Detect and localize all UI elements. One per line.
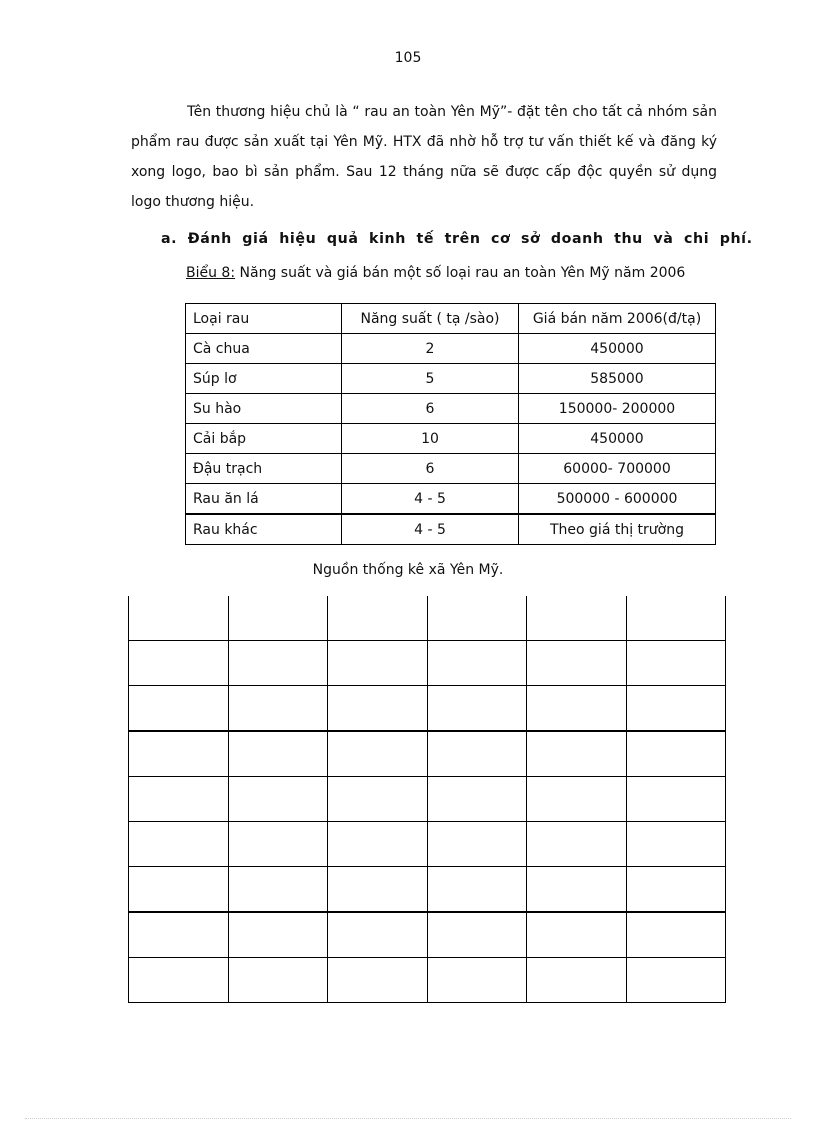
grid-cell bbox=[427, 777, 527, 822]
table-header-row bbox=[186, 304, 716, 334]
table-cell: 450000 bbox=[519, 334, 716, 364]
grid-cell bbox=[129, 958, 229, 1003]
grid-row bbox=[129, 641, 726, 686]
table-cell: 6 bbox=[342, 394, 519, 424]
table-cell: 10 bbox=[342, 424, 519, 454]
header-cell: Giá bán năm 2006(đ/tạ) bbox=[519, 304, 716, 334]
grid-cell bbox=[228, 686, 328, 732]
grid-cell bbox=[129, 731, 229, 777]
grid-cell bbox=[527, 822, 627, 867]
grid-cell bbox=[626, 596, 726, 641]
grid-cell bbox=[328, 777, 428, 822]
table-source-note: Nguồn thống kê xã Yên Mỹ. bbox=[312, 562, 504, 578]
grid-cell bbox=[228, 912, 328, 958]
table-cell: Cà chua bbox=[186, 334, 342, 364]
table-cell: 6 bbox=[342, 454, 519, 484]
grid-cell bbox=[527, 777, 627, 822]
grid-cell bbox=[129, 686, 229, 732]
grid-cell bbox=[626, 912, 726, 958]
grid-cell bbox=[129, 596, 229, 641]
table-cell: 5 bbox=[342, 364, 519, 394]
table-row bbox=[186, 394, 716, 424]
grid-cell bbox=[427, 822, 527, 867]
grid-cell bbox=[328, 867, 428, 913]
grid-row bbox=[129, 596, 726, 641]
grid-cell bbox=[427, 867, 527, 913]
table-row bbox=[186, 514, 716, 545]
table-cell: 4 - 5 bbox=[342, 484, 519, 515]
table-cell: Theo giá thị trường bbox=[519, 514, 716, 545]
table-row bbox=[186, 484, 716, 515]
grid-row bbox=[129, 731, 726, 777]
table-cell: Rau ăn lá bbox=[186, 484, 342, 515]
grid-cell bbox=[129, 641, 229, 686]
grid-cell bbox=[527, 912, 627, 958]
grid-cell bbox=[427, 958, 527, 1003]
page-number: 105 bbox=[394, 50, 422, 66]
grid-cell bbox=[626, 958, 726, 1003]
grid-cell bbox=[228, 641, 328, 686]
grid-cell bbox=[626, 777, 726, 822]
grid-cell bbox=[427, 596, 527, 641]
table-cell: 450000 bbox=[519, 424, 716, 454]
grid-cell bbox=[129, 822, 229, 867]
grid-cell bbox=[228, 777, 328, 822]
table-cell: 150000- 200000 bbox=[519, 394, 716, 424]
grid-cell bbox=[328, 958, 428, 1003]
table-cell: 500000 - 600000 bbox=[519, 484, 716, 515]
grid-cell bbox=[427, 641, 527, 686]
page-bottom-rule bbox=[25, 1118, 791, 1119]
table-row bbox=[186, 454, 716, 484]
section-heading: a. Đánh giá hiệu quả kinh tế trên cơ sở doanh thu và chi phí. bbox=[161, 231, 753, 247]
table-caption-prefix: Biểu 8: bbox=[186, 265, 236, 281]
table-cell: Cải bắp bbox=[186, 424, 342, 454]
grid-cell bbox=[328, 596, 428, 641]
grid-cell bbox=[527, 958, 627, 1003]
grid-row bbox=[129, 958, 726, 1003]
grid-cell bbox=[626, 686, 726, 732]
grid-cell bbox=[626, 867, 726, 913]
grid-cell bbox=[228, 958, 328, 1003]
grid-cell bbox=[328, 822, 428, 867]
grid-cell bbox=[626, 731, 726, 777]
table-cell: 2 bbox=[342, 334, 519, 364]
header-cell: Năng suất ( tạ /sào) bbox=[342, 304, 519, 334]
table-cell: 585000 bbox=[519, 364, 716, 394]
grid-cell bbox=[626, 822, 726, 867]
grid-row bbox=[129, 867, 726, 913]
grid-cell bbox=[626, 641, 726, 686]
grid-cell bbox=[228, 731, 328, 777]
grid-cell bbox=[527, 867, 627, 913]
table-row bbox=[186, 334, 716, 364]
table-row bbox=[186, 424, 716, 454]
table-caption-text: Năng suất và giá bán một số loại rau an toàn Yên Mỹ năm 2006 bbox=[235, 265, 686, 281]
grid-cell bbox=[129, 867, 229, 913]
grid-cell bbox=[527, 731, 627, 777]
grid-cell bbox=[129, 777, 229, 822]
table-cell: Rau khác bbox=[186, 514, 342, 545]
grid-cell bbox=[228, 822, 328, 867]
body-paragraph: Tên thương hiệu chủ là “ rau an toàn Yên Mỹ”- đặt tên cho tất cả nhóm sản phẩm rau được sản xuất tại Yên Mỹ. HTX đã nhờ hỗ trợ tư vấn thiết kế và đăng ký xong logo, bao bì sản phẩm. Sau 12 tháng nữa sẽ được cấp độc quyền sử dụng logo thương hiệu. bbox=[131, 104, 717, 210]
grid-row bbox=[129, 912, 726, 958]
grid-cell bbox=[427, 686, 527, 732]
grid-cell bbox=[328, 641, 428, 686]
grid-row bbox=[129, 686, 726, 732]
grid-cell bbox=[527, 596, 627, 641]
grid-cell bbox=[328, 731, 428, 777]
header-cell: Loại rau bbox=[186, 304, 342, 334]
grid-cell bbox=[129, 912, 229, 958]
table-cell: Su hào bbox=[186, 394, 342, 424]
table-cell: Đậu trạch bbox=[186, 454, 342, 484]
grid-row bbox=[129, 777, 726, 822]
grid-cell bbox=[427, 912, 527, 958]
grid-cell bbox=[527, 641, 627, 686]
table-row bbox=[186, 364, 716, 394]
grid-cell bbox=[427, 731, 527, 777]
grid-cell bbox=[328, 686, 428, 732]
grid-cell bbox=[527, 686, 627, 732]
grid-cell bbox=[228, 867, 328, 913]
grid-row bbox=[129, 822, 726, 867]
grid-cell bbox=[228, 596, 328, 641]
table-cell: Súp lơ bbox=[186, 364, 342, 394]
vegetable-price-table bbox=[185, 303, 716, 545]
table-cell: 60000- 700000 bbox=[519, 454, 716, 484]
empty-grid-table bbox=[128, 596, 726, 1003]
grid-cell bbox=[328, 912, 428, 958]
table-caption bbox=[186, 265, 722, 281]
table-cell: 4 - 5 bbox=[342, 514, 519, 545]
